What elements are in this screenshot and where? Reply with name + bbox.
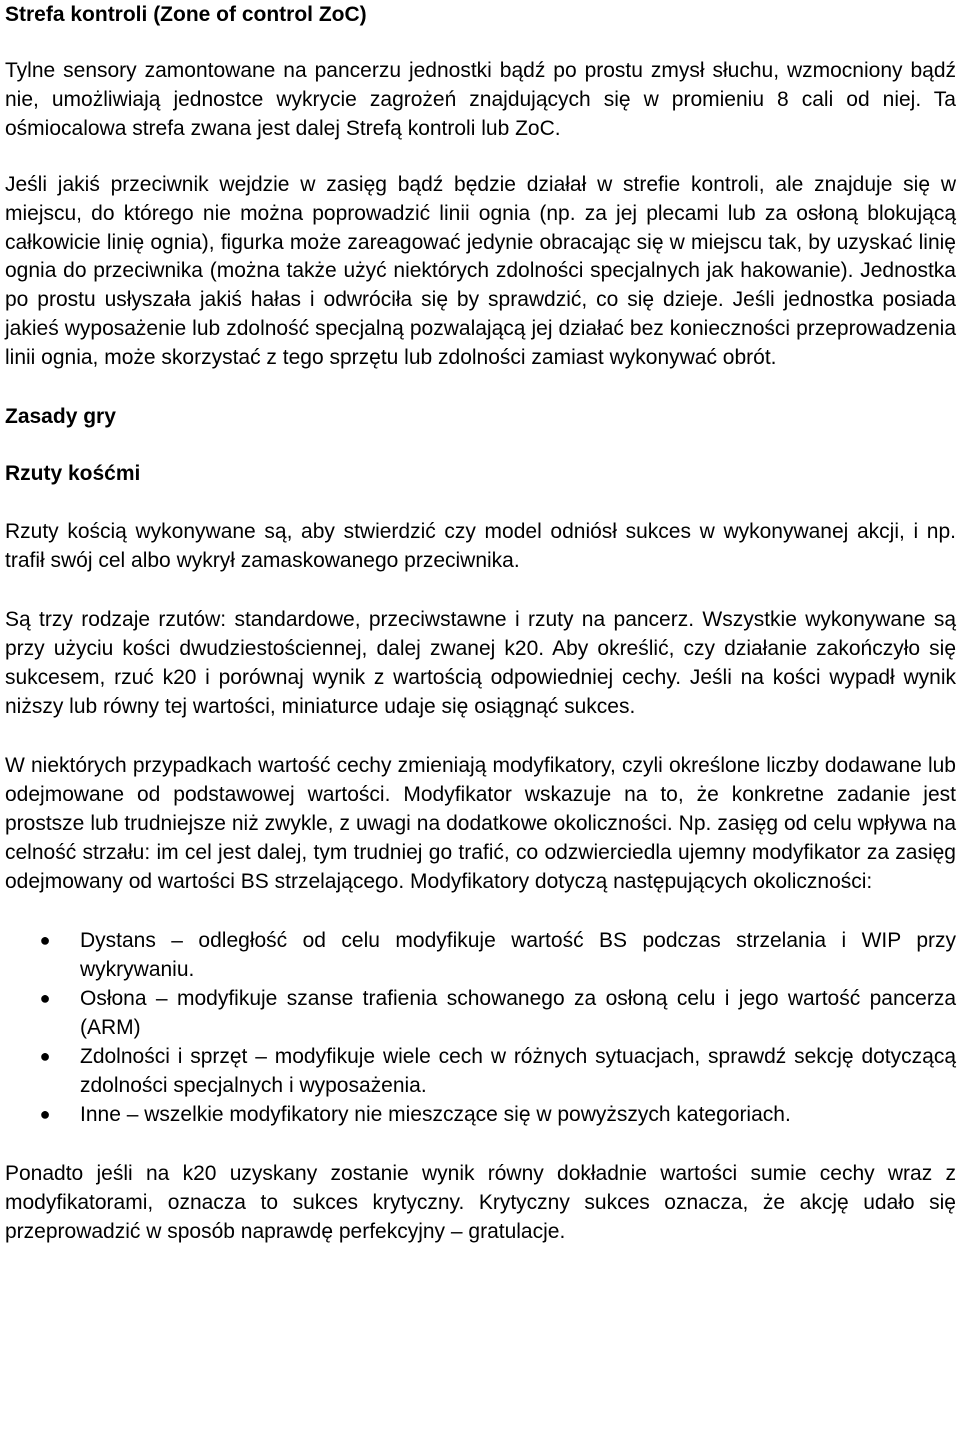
dice-heading: Rzuty kośćmi bbox=[5, 461, 141, 485]
zoc-heading: Strefa kontroli (Zone of control ZoC) bbox=[5, 3, 367, 26]
bullet-icon: ● bbox=[39, 1045, 51, 1066]
modifier-text: Dystans – odległość od celu modyfikuje wartość BS podczas strzelania i WIP przy wykrywaniu. bbox=[80, 928, 956, 981]
zoc-paragraph-2: Jeśli jakiś przeciwnik wejdzie w zasięg bądź będzie działał w strefie kontroli, ale znajduje się w miejscu, do którego nie można poprowadzić linii ognia (np. za jej plecami lub za osłoną blokującą całkowicie linię ognia), figurka może zareagować jedynie obracając się w miejscu tak, by uzyskać linię ognia do przeciwnika (można także użyć niektórych zdolności specjalnych jak hakowanie). Jednostka po prostu usłyszała jakiś hałas i odwróciła się by sprawdzić, co się dzieje. Jeśli jednostka posiada jakieś wyposażenie lub zdolność specjalną pozwalającą jej działać bez konieczności przeprowadzenia linii ognia, może skorzystać z tego sprzętu lub zdolności zamiast wykonywać obrót. bbox=[5, 173, 956, 369]
dice-paragraph-1: Rzuty kością wykonywane są, aby stwierdzić czy model odniósł sukces w wykonywanej akcji, i np. trafił swój cel albo wykrył zamaskowanego przeciwnika. bbox=[5, 519, 956, 572]
list-item bbox=[5, 1100, 956, 1129]
zoc-paragraph-1: Tylne sensory zamontowane na pancerzu jednostki bądź po prostu zmysł słuchu, wzmocniony bądź nie, umożliwiają jednostce wykrycie zagrożeń znajdujących się w promieniu 8 cali od niej. Ta ośmiocalowa strefa zwana jest dalej Strefą kontroli lub ZoC. bbox=[5, 59, 956, 140]
dice-paragraph-2: Są trzy rodzaje rzutów: standardowe, przeciwstawne i rzuty na pancerz. Wszystkie wykonywane są przy użyciu kości dwudziestościennej, dalej zwanej k20. Aby określić, czy działanie zakończyło się sukcesem, rzuć k20 i porównaj wynik z wartością odpowiedniej cechy. Jeśli na kości wypadł wynik niższy lub równy tej wartości, miniaturce udaje się osiągnąć sukces. bbox=[5, 607, 956, 718]
list-item bbox=[5, 926, 956, 984]
bullet-icon: ● bbox=[39, 987, 51, 1008]
modifier-text: Zdolności i sprzęt – modyfikuje wiele cech w różnych sytuacjach, sprawdź sekcję dotyczącą zdolności specjalnych i wyposażenia. bbox=[80, 1044, 956, 1097]
bullet-icon: ● bbox=[39, 1103, 51, 1124]
modifier-text: Inne – wszelkie modyfikatory nie mieszczące się w powyższych kategoriach. bbox=[80, 1102, 791, 1126]
critical-success-paragraph: Ponadto jeśli na k20 uzyskany zostanie wynik równy dokładnie wartości sumie cechy wraz z modyfikatorami, oznacza to sukces krytyczny. Krytyczny sukces oznacza, że akcję udało się przeprowadzić w sposób naprawdę perfekcyjny – gratulacje. bbox=[5, 1161, 956, 1243]
dice-paragraph-3: W niektórych przypadkach wartość cechy zmieniają modyfikatory, czyli określone liczby dodawane lub odejmowane od podstawowej wartości. Modyfikator wskazuje na to, że konkretne zadanie jest prostsze lub trudniejsze niż zwykle, z uwagi na dodatkowe okoliczności. Np. zasięg od celu wpływa na celność strzału: im cel jest dalej, tym trudniej go trafić, co odzwierciedla ujemny modyfikator za zasięg odejmowany od wartości BS strzelającego. Modyfikatory dotyczą następujących okoliczności: bbox=[5, 753, 956, 893]
modifier-text: Osłona – modyfikuje szanse trafienia schowanego za osłoną celu i jego wartość pancerza (ARM) bbox=[80, 986, 956, 1039]
list-item bbox=[5, 984, 956, 1042]
modifier-list bbox=[5, 926, 956, 1129]
list-item bbox=[5, 1042, 956, 1100]
rules-heading: Zasady gry bbox=[5, 404, 116, 428]
bullet-icon: ● bbox=[39, 929, 51, 950]
